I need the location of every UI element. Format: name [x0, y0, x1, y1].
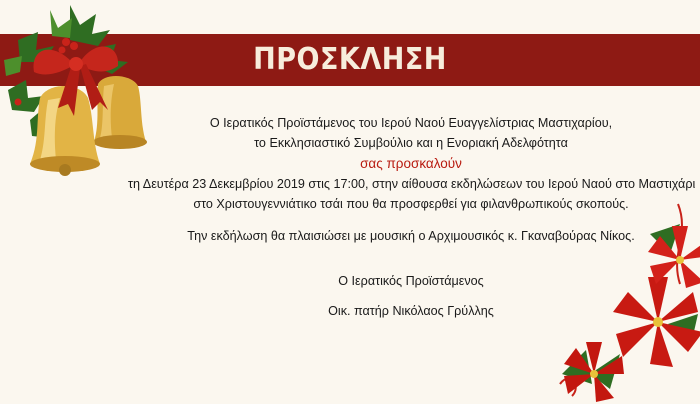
music-line: Την εκδήλωση θα πλαισιώσει με μουσική ο Αρχιμουσικός κ. Γκαναβούρας Νίκος. [187, 229, 635, 243]
host-line: Ο Ιερατικός Προϊστάμενος του Ιερού Ναού Ευαγγελίστριας Μαστιχαρίου, [209, 116, 613, 130]
purpose-line: στο Χριστουγεννιάτικο τσάι που θα προσφερθεί για φιλανθρωπικούς σκοπούς. [193, 197, 629, 211]
invite-line: σας προσκαλούν [360, 156, 462, 171]
date-line: τη Δευτέρα 23 Δεκεμβρίου 2019 στις 17:00, στην αίθουσα εκδηλώσεων του Ιερού Ναού στο Μαστιχάρι [128, 177, 696, 191]
signature-title: Ο Ιερατικός Προϊστάμενος [338, 274, 484, 288]
invitation-body [128, 104, 694, 318]
signature-name: Οικ. πατήρ Νικόλαος Γρύλλης [328, 304, 494, 318]
council-line: το Εκκλησιαστικό Συμβούλιο και η Ενοριακή Αδελφότητα [254, 136, 568, 150]
invitation-title: ΠΡΟΣΚΛΗΣΗ [253, 42, 447, 77]
